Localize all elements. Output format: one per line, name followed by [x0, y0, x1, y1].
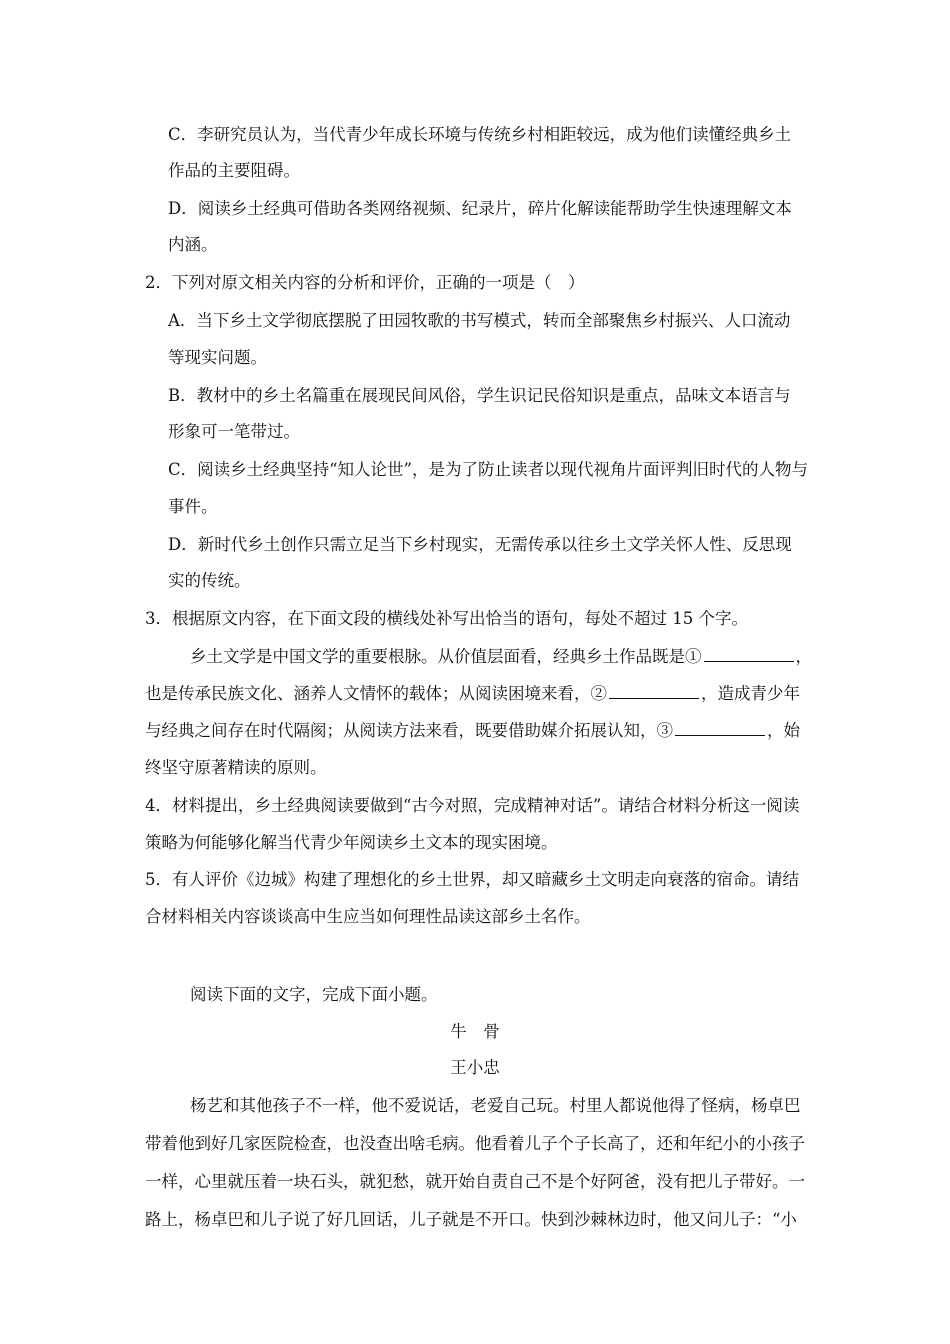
q4-line2: 策略为何能够化解当代青少年阅读乡土文本的现实困境。: [145, 833, 558, 852]
reading-instruction: 阅读下面的文字，完成下面小题。: [190, 985, 438, 1004]
q2-option-d-line2: 实的传统。: [168, 571, 251, 590]
q3-blank-3[interactable]: [675, 721, 765, 736]
q1-option-c-line2: 作品的主要阻碍。: [168, 161, 300, 180]
story-title: 牛 骨: [450, 1022, 500, 1041]
q3-stem: 3．根据原文内容，在下面文段的横线处补写出恰当的语句，每处不超过 15 个字。: [145, 609, 748, 628]
q2-option-c-line2: 事件。: [168, 497, 218, 516]
story-paragraph-line1: 杨艺和其他孩子不一样，他不爱说话，老爱自己玩。村里人都说他得了怪病，杨卓巴: [190, 1096, 801, 1115]
q5-line1: 5．有人评价《边城》构建了理想化的乡土世界，却又暗藏乡土文明走向衰落的宿命。请结: [145, 870, 799, 889]
q1-option-d-line1: D．阅读乡土经典可借助各类网络视频、纪录片，碎片化解读能帮助学生快速理解文本: [168, 199, 792, 218]
q2-option-c-line1: C．阅读乡土经典坚持“知人论世”，是为了防止读者以现代视角片面评判旧时代的人物与: [168, 460, 808, 479]
q4-line1: 4．材料提出，乡土经典阅读要做到“古今对照，完成精神对话”。请结合材料分析这一阅读: [145, 796, 800, 815]
q3-passage-line1: [190, 646, 812, 668]
q2-option-a-line1: A．当下乡土文学彻底摆脱了田园牧歌的书写模式，转而全部聚焦乡村振兴、人口流动: [168, 311, 791, 330]
q3-passage-text: ，: [795, 647, 812, 666]
story-paragraph-line3: 一样，心里就压着一块石头，就犯愁，就开始自责自己不是个好阿爸，没有把儿子带好。一: [145, 1172, 805, 1191]
q3-passage-text: 也是传承民族文化、涵养人文情怀的载体；从阅读困境来看，②: [145, 684, 607, 703]
q3-passage-text: ，始: [767, 721, 800, 740]
q3-passage-line4: 终坚守原著精读的原则。: [145, 758, 327, 777]
q3-passage-line3: [145, 720, 800, 742]
q1-option-c-line1: C．李研究员认为，当代青少年成长环境与传统乡村相距较远，成为他们读懂经典乡土: [168, 125, 792, 144]
q5-line2: 合材料相关内容谈谈高中生应当如何理性品读这部乡土名作。: [145, 907, 591, 926]
q3-passage-line2: [145, 683, 800, 705]
q2-option-a-line2: 等现实问题。: [168, 348, 267, 367]
q2-option-b-line1: B．教材中的乡土名篇重在展现民间风俗，学生识记民俗知识是重点，品味文本语言与: [168, 386, 791, 405]
story-paragraph-line2: 带着他到好几家医院检查，也没查出啥毛病。他看着儿子个子长高了，还和年纪小的小孩子: [145, 1134, 805, 1153]
q3-blank-2[interactable]: [609, 684, 699, 699]
q3-passage-text: 与经典之间存在时代隔阂；从阅读方法来看，既要借助媒介拓展认知，③: [145, 721, 673, 740]
q1-option-d-line2: 内涵。: [168, 235, 218, 254]
q2-option-b-line2: 形象可一笔带过。: [168, 422, 300, 441]
q2-option-d-line1: D．新时代乡土创作只需立足当下乡村现实，无需传承以往乡土文学关怀人性、反思现: [168, 535, 792, 554]
story-paragraph-line4: 路上，杨卓巴和儿子说了好几回话，儿子就是不开口。快到沙棘林边时，他又问儿子：“小: [145, 1210, 797, 1229]
q3-passage-text: ，造成青少年: [701, 684, 800, 703]
q2-stem: 2．下列对原文相关内容的分析和评价，正确的一项是（ ）: [145, 273, 585, 292]
story-author: 王小忠: [450, 1058, 500, 1077]
q3-blank-1[interactable]: [704, 647, 794, 662]
q3-passage-text: 乡土文学是中国文学的重要根脉。从价值层面看，经典乡土作品既是①: [190, 647, 702, 666]
